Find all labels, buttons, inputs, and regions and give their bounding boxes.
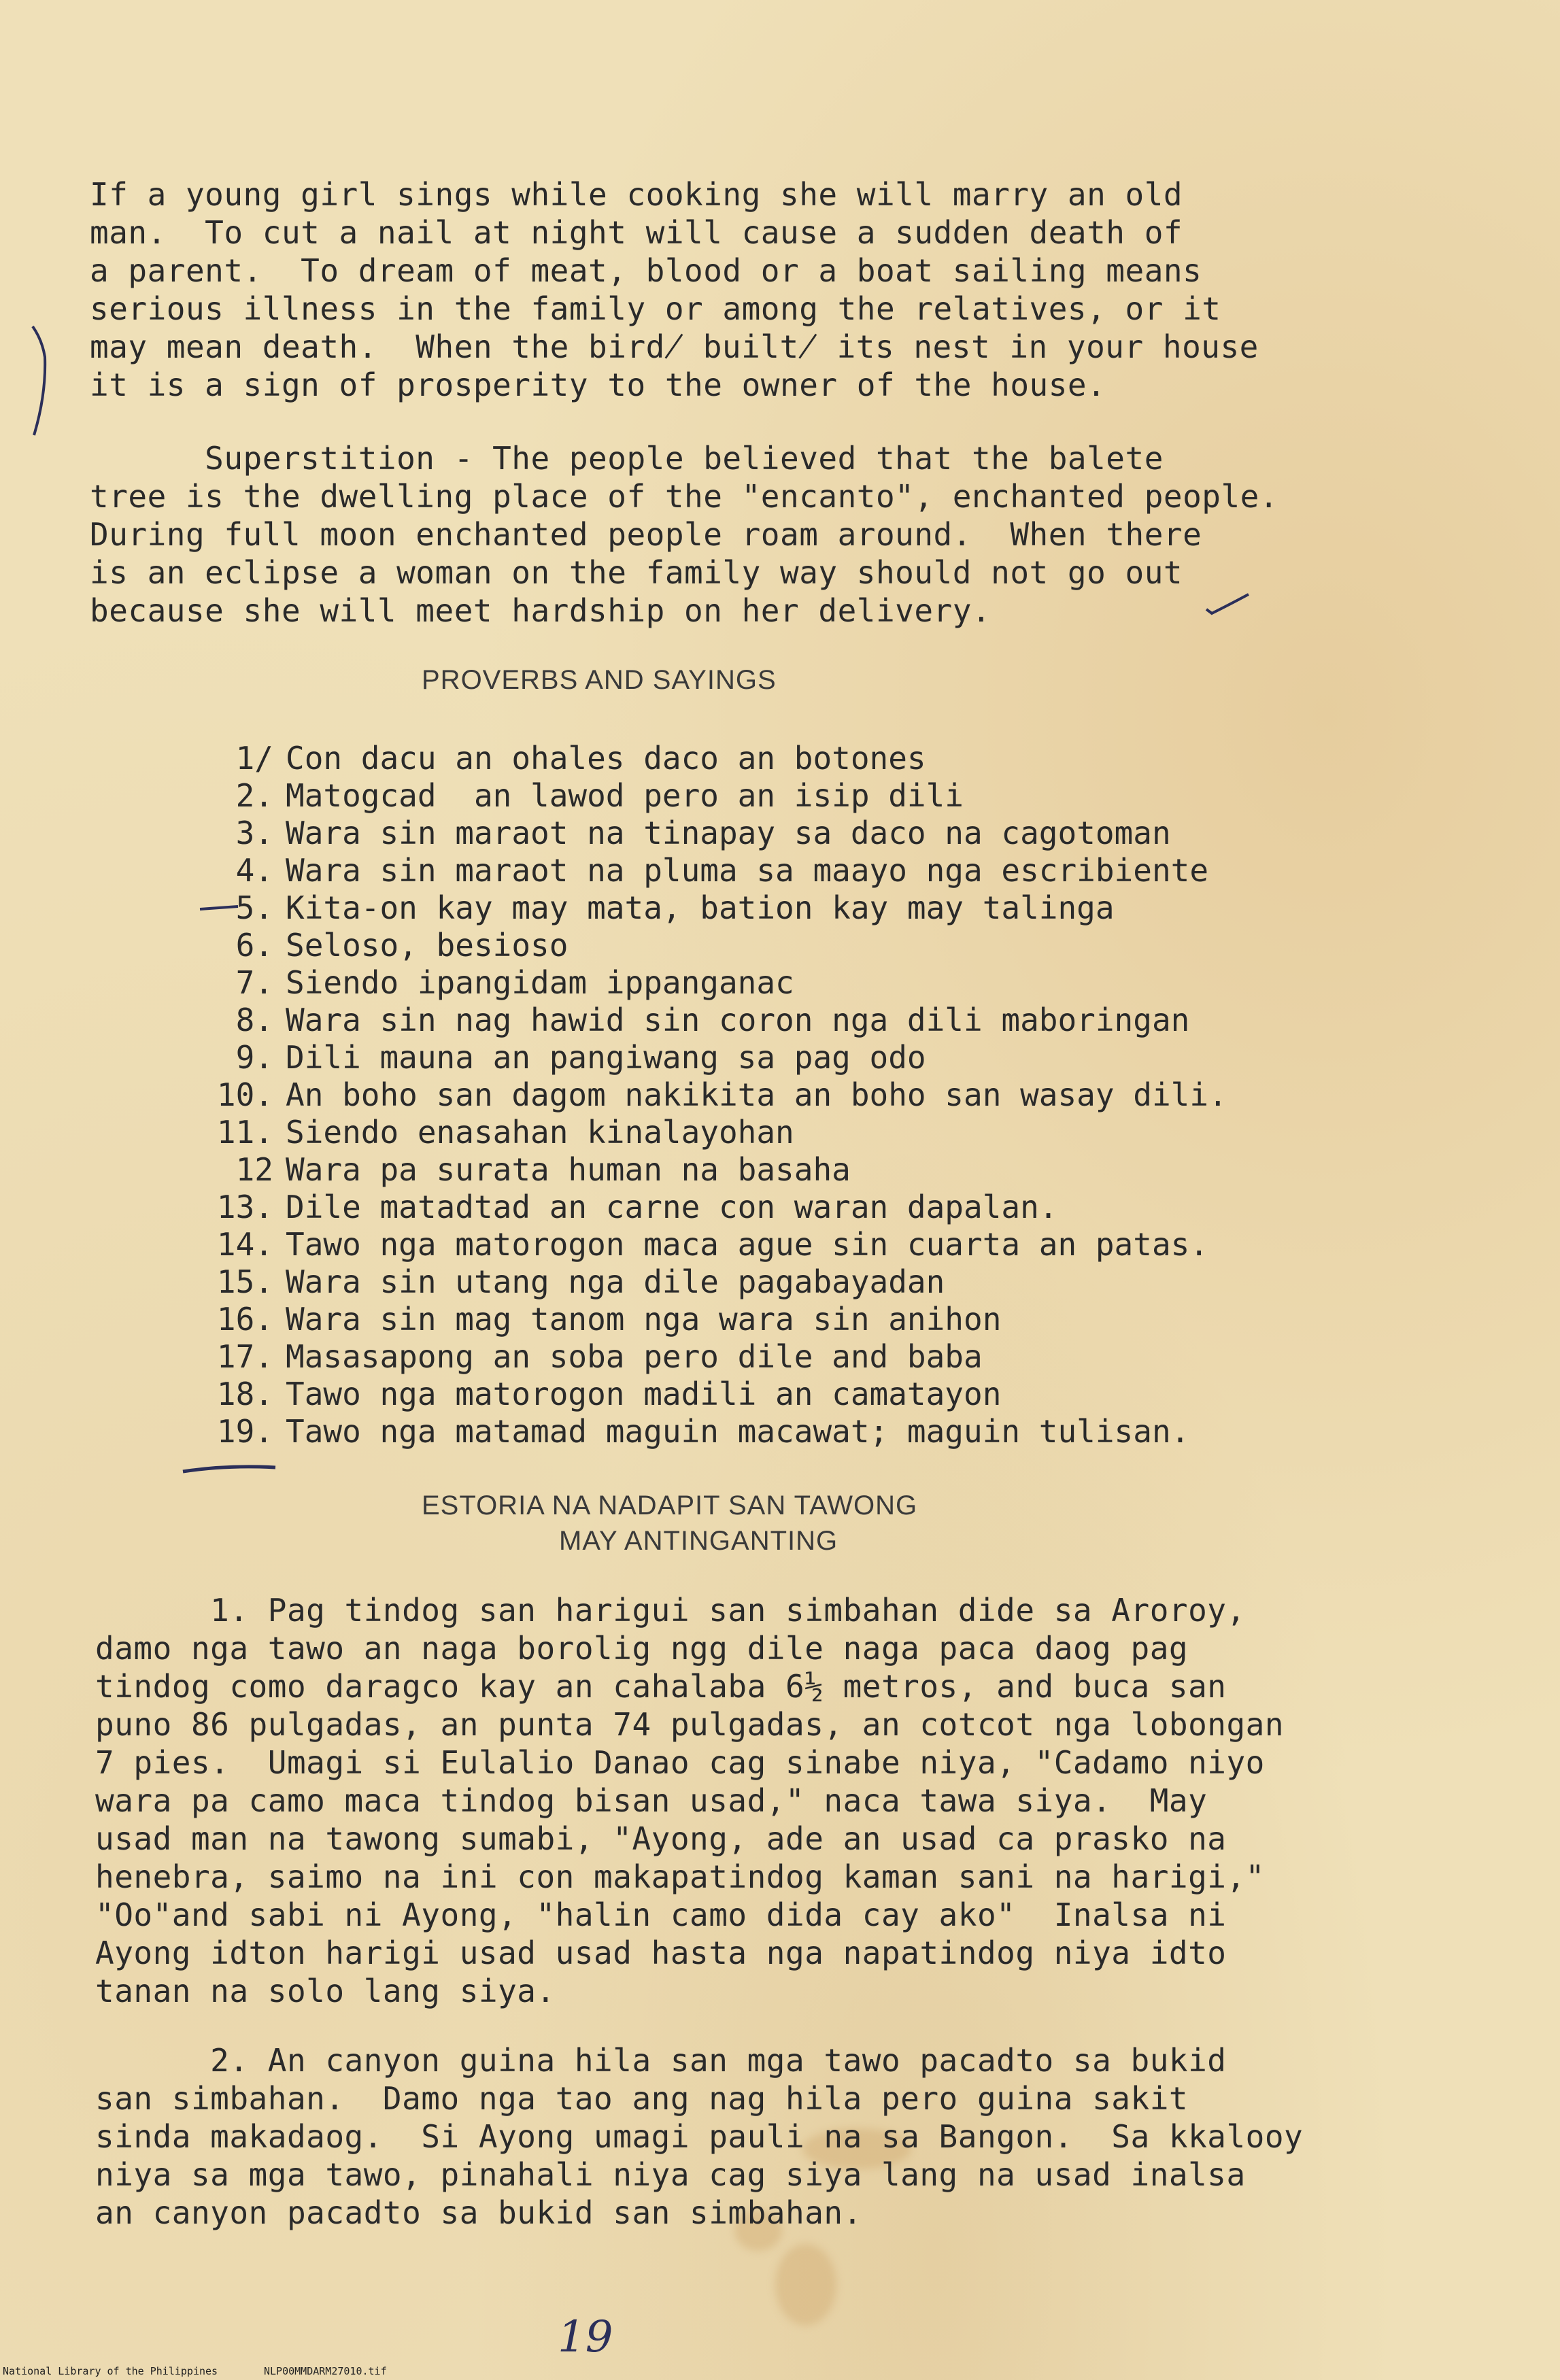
proverb-text: Tawo nga matorogon madili an camatayon <box>286 1376 1002 1412</box>
proverb-text: Tawo nga matorogon maca ague sin cuarta an patas. <box>286 1226 1209 1263</box>
text-line: 7 pies. Umagi si Eulalio Danao cag sinabe niya, "Cadamo niyo <box>95 1744 1265 1781</box>
text-line: niya sa mga tawo, pinahali niya cag siya lang na usad inalsa <box>95 2156 1246 2193</box>
text-line: During full moon enchanted people roam around. When there <box>90 516 1202 553</box>
footer-file-name: NLP00MMDARM27010.tif <box>264 2365 387 2377</box>
text-line: man. To cut a nail at night will cause a sudden death of <box>90 214 1183 251</box>
proverb-number: 1/ <box>235 740 273 777</box>
proverb-number: 13. <box>216 1189 273 1225</box>
proverb-number: 4. <box>235 852 273 889</box>
story-heading-line-2: MAY ANTINGANTING <box>559 1526 838 1556</box>
proverb-text: Dile matadtad an carne con waran dapalan. <box>286 1189 1058 1225</box>
proverb-number: 16. <box>216 1301 273 1338</box>
footer-library-name: National Library of the Philippines <box>3 2365 218 2377</box>
proverb-text: Tawo nga matamad maguin macawat; maguin tulisan. <box>286 1413 1190 1450</box>
text-line: henebra, saimo na ini con makapatindog kaman sani na harigi," <box>95 1858 1265 1895</box>
proverb-text: Matogcad an lawod pero an isip dili <box>286 777 964 814</box>
text-line: "Oo"and sabi ni Ayong, "halin camo dida cay ako" Inalsa ni <box>95 1897 1227 1933</box>
proverb-text: Siendo ipangidam ippanganac <box>286 964 794 1001</box>
proverb-number: 19. <box>216 1413 273 1450</box>
text-line: sinda makadaog. Si Ayong umagi pauli na sa Bangon. Sa kkalooy <box>95 2118 1304 2155</box>
text-line: puno 86 pulgadas, an punta 74 pulgadas, an cotcot nga lobongan <box>95 1706 1285 1743</box>
proverb-text: Wara sin nag hawid sin coron nga dili maboringan <box>286 1002 1190 1038</box>
proverb-number: 7. <box>235 964 273 1001</box>
proverb-number: 6. <box>235 927 273 964</box>
text-line: 2. An canyon guina hila san mga tawo pacadto sa bukid <box>95 2042 1227 2079</box>
text-line: an canyon pacadto sa bukid san simbahan. <box>95 2194 862 2231</box>
text-line: serious illness in the family or among the relatives, or it <box>90 290 1221 327</box>
proverb-text: Kita-on kay may mata, bation kay may talinga <box>286 889 1115 926</box>
text-line: may mean death. When the bird̸ built̸ its nest in your house <box>90 328 1259 365</box>
pen-dash-mark <box>197 901 245 915</box>
proverb-text: Masasapong an soba pero dile and baba <box>286 1338 983 1375</box>
proverb-number: 9. <box>235 1039 273 1076</box>
text-line: 1. Pag tindog san harigui san simbahan dide sa Aroroy, <box>95 1592 1246 1629</box>
proverb-text: Wara sin maraot na tinapay sa daco na cagotoman <box>286 815 1171 851</box>
text-line: because she will meet hardship on her delivery. <box>90 592 991 629</box>
proverb-number: 18. <box>216 1376 273 1412</box>
text-line: tanan na solo lang siya. <box>95 1973 556 2009</box>
text-line: it is a sign of prosperity to the owner of the house. <box>90 367 1106 403</box>
proverb-text: Dili mauna an pangiwang sa pag odo <box>286 1039 926 1076</box>
text-line: damo nga tawo an naga borolig ngg dile naga paca daog pag <box>95 1630 1189 1667</box>
text-line: tindog como daragco kay an cahalaba 6½ metros, and buca san <box>95 1668 1227 1705</box>
text-line: tree is the dwelling place of the "encanto", enchanted people. <box>90 478 1279 515</box>
text-line: a parent. To dream of meat, blood or a boat sailing means <box>90 252 1202 289</box>
proverb-text: Wara pa surata human na basaha <box>286 1151 851 1188</box>
proverb-number: 14. <box>216 1226 273 1263</box>
margin-bracket-mark <box>27 320 54 442</box>
proverb-number: 17. <box>216 1338 273 1375</box>
text-line: Ayong idton harigi usad usad hasta nga napatindog niya idto <box>95 1935 1227 1971</box>
text-line: If a young girl sings while cooking she will marry an old <box>90 176 1183 213</box>
check-mark <box>1204 590 1251 617</box>
proverb-text: Wara sin utang nga dile pagabayadan <box>286 1263 945 1300</box>
proverb-number: 12 <box>235 1151 273 1188</box>
proverb-text: Siendo enasahan kinalayohan <box>286 1114 794 1151</box>
text-line: usad man na tawong sumabi, "Ayong, ade an usad ca prasko na <box>95 1820 1227 1857</box>
page-number: 19 <box>558 2312 613 2362</box>
proverb-text: Con dacu an ohales daco an botones <box>286 740 926 777</box>
proverbs-heading: PROVERBS AND SAYINGS <box>422 665 777 695</box>
proverb-number: 2. <box>235 777 273 814</box>
proverb-number: 8. <box>235 1002 273 1038</box>
proverb-number: 11. <box>216 1114 273 1151</box>
proverb-number: 3. <box>235 815 273 851</box>
text-line: wara pa camo maca tindog bisan usad," naca tawa siya. May <box>95 1782 1208 1819</box>
proverb-text: An boho san dagom nakikita an boho san wasay dili. <box>286 1076 1227 1113</box>
proverb-text: Wara sin maraot na pluma sa maayo nga escribiente <box>286 852 1209 889</box>
text-line: is an eclipse a woman on the family way should not go out <box>90 554 1183 591</box>
proverb-number: 5. <box>235 889 273 926</box>
stain-spot <box>775 2244 836 2326</box>
proverb-number: 10. <box>216 1076 273 1113</box>
proverb-text: Seloso, besioso <box>286 927 569 964</box>
proverb-text: Wara sin mag tanom nga wara sin anihon <box>286 1301 1002 1338</box>
proverb-number: 15. <box>216 1263 273 1300</box>
story-heading-line-1: ESTORIA NA NADAPIT SAN TAWONG <box>422 1491 918 1520</box>
text-line: Superstition - The people believed that the balete <box>90 440 1164 477</box>
underline-stroke-mark <box>180 1462 282 1476</box>
text-line: san simbahan. Damo nga tao ang nag hila pero guina sakit <box>95 2080 1189 2117</box>
